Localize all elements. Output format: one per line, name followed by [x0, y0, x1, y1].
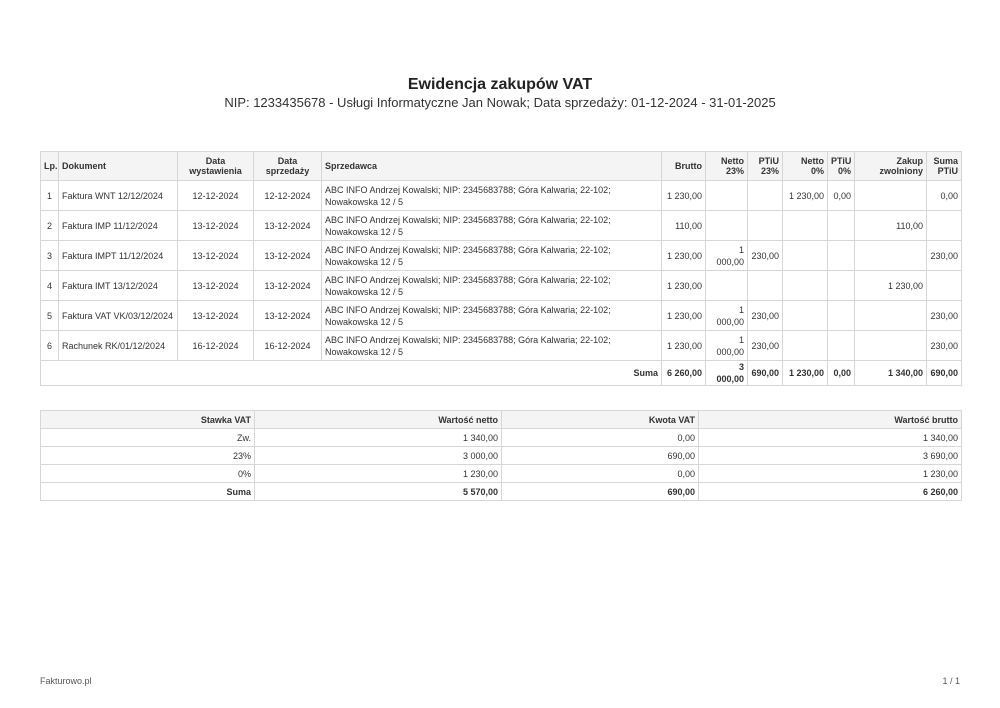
cell-zakup-zwolniony	[855, 301, 927, 331]
cell-ptiu0	[828, 301, 855, 331]
col-header-netto23: Netto 23%	[706, 152, 748, 181]
summary-cell-stawka: 0%	[41, 465, 255, 483]
footer-brand: Fakturowo.pl	[40, 676, 92, 686]
table-header-row	[41, 152, 962, 181]
cell-data-wystawienia: 13-12-2024	[178, 211, 254, 241]
cell-ptiu23	[748, 271, 783, 301]
cell-brutto: 1 230,00	[662, 271, 706, 301]
col-header-data-wystawienia: Data wystawienia	[178, 152, 254, 181]
cell-netto23: 1 000,00	[706, 241, 748, 271]
purchase-register-table	[40, 151, 962, 386]
table-row	[41, 301, 962, 331]
cell-netto0	[783, 271, 828, 301]
summary-header-kwota: Kwota VAT	[502, 411, 699, 429]
cell-netto23: 1 000,00	[706, 301, 748, 331]
col-header-netto0: Netto 0%	[783, 152, 828, 181]
total-zakup-zwolniony: 1 340,00	[855, 361, 927, 386]
summary-row	[41, 465, 962, 483]
cell-data-sprzedazy: 13-12-2024	[254, 301, 322, 331]
summary-cell-netto: 1 340,00	[255, 429, 502, 447]
summary-row	[41, 447, 962, 465]
cell-sprzedawca: ABC INFO Andrzej Kowalski; NIP: 2345683788; Góra Kalwaria; 22-102; Nowakowska 12 / 5	[322, 271, 662, 301]
summary-header-stawka: Stawka VAT	[41, 411, 255, 429]
cell-ptiu23: 230,00	[748, 241, 783, 271]
cell-zakup-zwolniony	[855, 241, 927, 271]
col-header-sprzedawca: Sprzedawca	[322, 152, 662, 181]
cell-data-wystawienia: 13-12-2024	[178, 271, 254, 301]
cell-sprzedawca: ABC INFO Andrzej Kowalski; NIP: 2345683788; Góra Kalwaria; 22-102; Nowakowska 12 / 5	[322, 211, 662, 241]
totals-row	[41, 361, 962, 386]
cell-netto0	[783, 241, 828, 271]
cell-dokument: Faktura IMT 13/12/2024	[59, 271, 178, 301]
cell-brutto: 1 230,00	[662, 181, 706, 211]
cell-dokument: Rachunek RK/01/12/2024	[59, 331, 178, 361]
cell-suma-ptiu: 230,00	[927, 301, 962, 331]
cell-zakup-zwolniony	[855, 181, 927, 211]
cell-suma-ptiu	[927, 211, 962, 241]
cell-lp: 4	[41, 271, 59, 301]
cell-zakup-zwolniony	[855, 331, 927, 361]
cell-data-sprzedazy: 13-12-2024	[254, 271, 322, 301]
summary-cell-kwota: 0,00	[502, 429, 699, 447]
col-header-zakup-zwolniony: Zakup zwolniony	[855, 152, 927, 181]
cell-lp: 1	[41, 181, 59, 211]
cell-data-sprzedazy: 16-12-2024	[254, 331, 322, 361]
cell-zakup-zwolniony: 110,00	[855, 211, 927, 241]
cell-netto23	[706, 271, 748, 301]
cell-brutto: 1 230,00	[662, 331, 706, 361]
table-row	[41, 241, 962, 271]
summary-cell-stawka: Zw.	[41, 429, 255, 447]
cell-lp: 6	[41, 331, 59, 361]
cell-ptiu23: 230,00	[748, 331, 783, 361]
cell-sprzedawca: ABC INFO Andrzej Kowalski; NIP: 2345683788; Góra Kalwaria; 22-102; Nowakowska 12 / 5	[322, 181, 662, 211]
total-netto0: 1 230,00	[783, 361, 828, 386]
summary-cell-netto: 3 000,00	[255, 447, 502, 465]
total-brutto: 6 260,00	[662, 361, 706, 386]
cell-ptiu23	[748, 211, 783, 241]
vat-summary-table	[40, 410, 962, 501]
col-header-ptiu23: PTiU 23%	[748, 152, 783, 181]
cell-netto23: 1 000,00	[706, 331, 748, 361]
table-row	[41, 211, 962, 241]
cell-ptiu0	[828, 241, 855, 271]
summary-header-row	[41, 411, 962, 429]
summary-cell-stawka: 23%	[41, 447, 255, 465]
cell-ptiu0	[828, 271, 855, 301]
summary-row	[41, 429, 962, 447]
summary-total-brutto: 6 260,00	[699, 483, 962, 501]
summary-total-kwota: 690,00	[502, 483, 699, 501]
total-suma-ptiu: 690,00	[927, 361, 962, 386]
cell-data-wystawienia: 12-12-2024	[178, 181, 254, 211]
cell-dokument: Faktura VAT VK/03/12/2024	[59, 301, 178, 331]
footer-page-number: 1 / 1	[942, 676, 960, 686]
cell-suma-ptiu: 230,00	[927, 241, 962, 271]
cell-brutto: 110,00	[662, 211, 706, 241]
total-netto23: 3 000,00	[706, 361, 748, 386]
cell-lp: 2	[41, 211, 59, 241]
cell-suma-ptiu	[927, 271, 962, 301]
cell-sprzedawca: ABC INFO Andrzej Kowalski; NIP: 2345683788; Góra Kalwaria; 22-102; Nowakowska 12 / 5	[322, 241, 662, 271]
table-row	[41, 331, 962, 361]
summary-cell-netto: 1 230,00	[255, 465, 502, 483]
cell-suma-ptiu: 0,00	[927, 181, 962, 211]
cell-netto23	[706, 211, 748, 241]
cell-data-sprzedazy: 13-12-2024	[254, 211, 322, 241]
cell-dokument: Faktura IMP 11/12/2024	[59, 211, 178, 241]
summary-cell-brutto: 1 230,00	[699, 465, 962, 483]
totals-label: Suma	[41, 361, 662, 386]
cell-sprzedawca: ABC INFO Andrzej Kowalski; NIP: 2345683788; Góra Kalwaria; 22-102; Nowakowska 12 / 5	[322, 331, 662, 361]
cell-data-wystawienia: 13-12-2024	[178, 241, 254, 271]
cell-lp: 3	[41, 241, 59, 271]
summary-totals-row	[41, 483, 962, 501]
total-ptiu0: 0,00	[828, 361, 855, 386]
cell-data-sprzedazy: 13-12-2024	[254, 241, 322, 271]
summary-cell-brutto: 1 340,00	[699, 429, 962, 447]
summary-total-stawka: Suma	[41, 483, 255, 501]
cell-zakup-zwolniony: 1 230,00	[855, 271, 927, 301]
cell-netto0	[783, 301, 828, 331]
total-ptiu23: 690,00	[748, 361, 783, 386]
summary-header-netto: Wartość netto	[255, 411, 502, 429]
cell-netto0	[783, 331, 828, 361]
cell-ptiu23	[748, 181, 783, 211]
cell-netto0: 1 230,00	[783, 181, 828, 211]
cell-ptiu0	[828, 211, 855, 241]
summary-cell-brutto: 3 690,00	[699, 447, 962, 465]
cell-netto23	[706, 181, 748, 211]
cell-sprzedawca: ABC INFO Andrzej Kowalski; NIP: 2345683788; Góra Kalwaria; 22-102; Nowakowska 12 / 5	[322, 301, 662, 331]
cell-suma-ptiu: 230,00	[927, 331, 962, 361]
table-row	[41, 181, 962, 211]
summary-cell-kwota: 690,00	[502, 447, 699, 465]
summary-header-brutto: Wartość brutto	[699, 411, 962, 429]
cell-netto0	[783, 211, 828, 241]
cell-data-sprzedazy: 12-12-2024	[254, 181, 322, 211]
report-subtitle: NIP: 1233435678 - Usługi Informatyczne Jan Nowak; Data sprzedaży: 01-12-2024 - 31-01-2025	[224, 95, 776, 110]
col-header-dokument: Dokument	[59, 152, 178, 181]
cell-lp: 5	[41, 301, 59, 331]
table-row	[41, 271, 962, 301]
cell-brutto: 1 230,00	[662, 241, 706, 271]
cell-brutto: 1 230,00	[662, 301, 706, 331]
cell-dokument: Faktura WNT 12/12/2024	[59, 181, 178, 211]
cell-ptiu0	[828, 331, 855, 361]
col-header-data-sprzedazy: Data sprzedaży	[254, 152, 322, 181]
cell-data-wystawienia: 16-12-2024	[178, 331, 254, 361]
report-title: Ewidencja zakupów VAT	[407, 76, 593, 93]
cell-dokument: Faktura IMPT 11/12/2024	[59, 241, 178, 271]
cell-ptiu23: 230,00	[748, 301, 783, 331]
col-header-lp: Lp.	[41, 152, 59, 181]
cell-ptiu0: 0,00	[828, 181, 855, 211]
summary-cell-kwota: 0,00	[502, 465, 699, 483]
col-header-suma-ptiu: Suma PTiU	[927, 152, 962, 181]
col-header-brutto: Brutto	[662, 152, 706, 181]
cell-data-wystawienia: 13-12-2024	[178, 301, 254, 331]
summary-total-netto: 5 570,00	[255, 483, 502, 501]
col-header-ptiu0: PTiU 0%	[828, 152, 855, 181]
